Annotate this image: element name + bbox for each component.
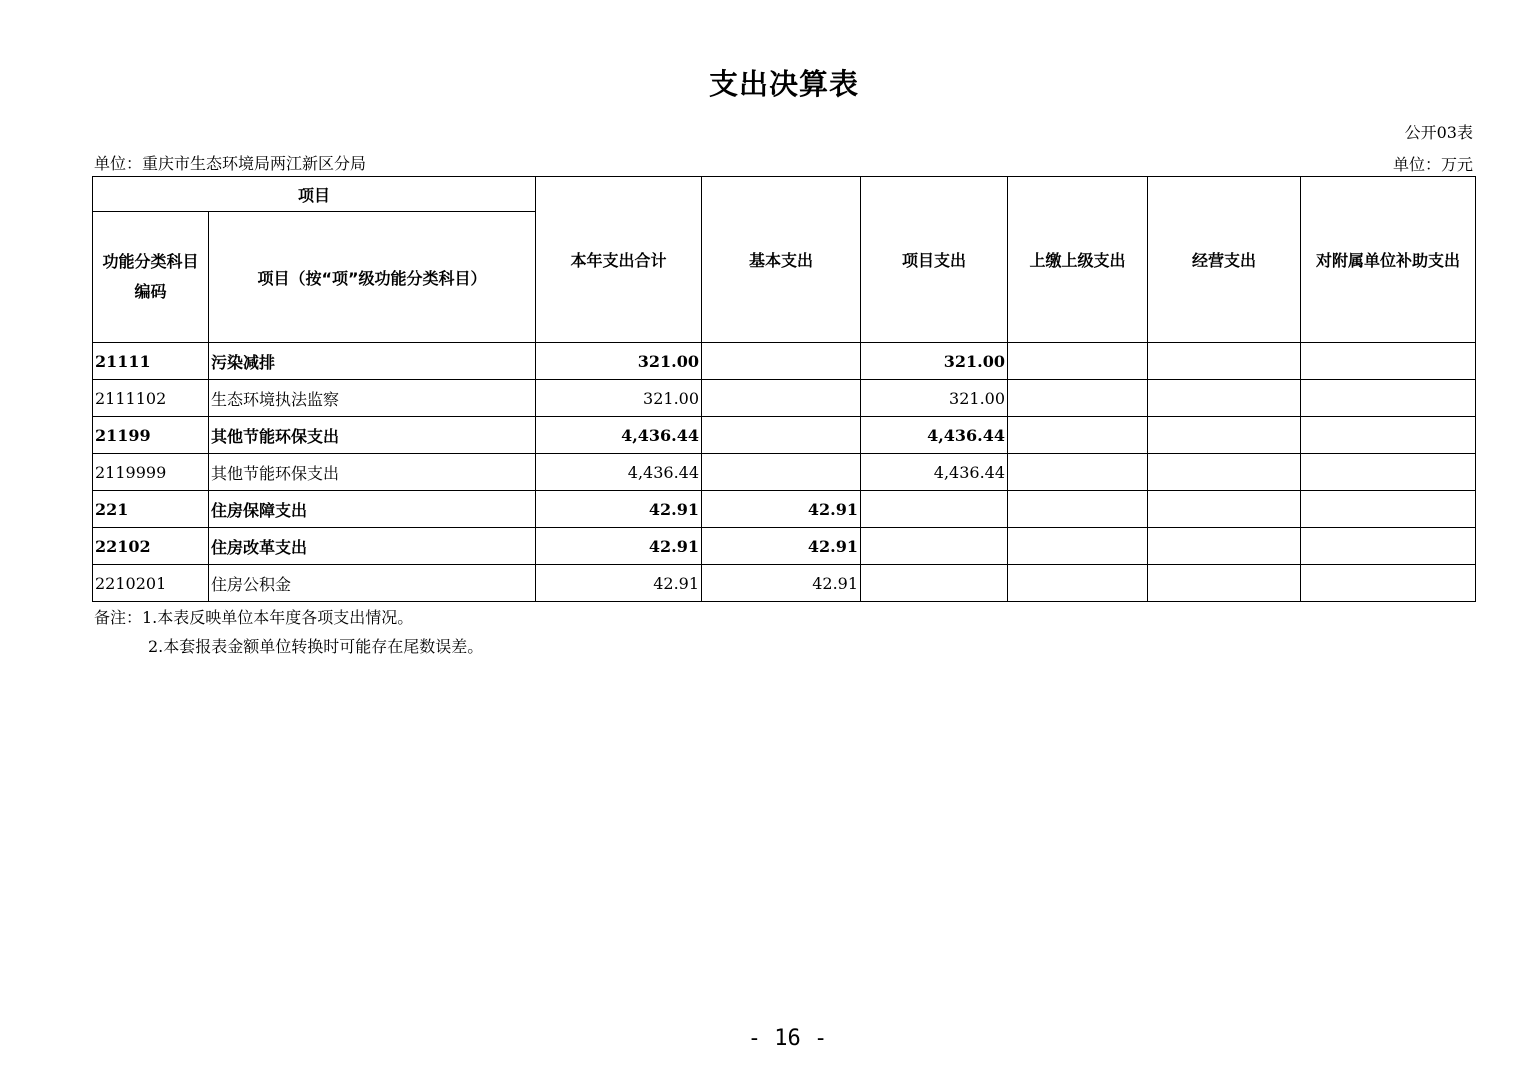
cell-project: 321.00: [861, 380, 1008, 417]
cell-total: 4,436.44: [536, 454, 702, 491]
cell-subsidy: [1301, 417, 1476, 454]
cell-code: 2119999: [93, 454, 209, 491]
table-row: [93, 454, 1476, 491]
note-line-1: 备注：1.本表反映单位本年度各项支出情况。: [94, 608, 414, 627]
table-row: [93, 380, 1476, 417]
cell-name: 住房保障支出: [209, 491, 536, 528]
cell-basic: [702, 380, 861, 417]
cell-total: 42.91: [536, 528, 702, 565]
notes: [94, 603, 483, 661]
cell-project: 4,436.44: [861, 454, 1008, 491]
page-number: - 16 -: [747, 1026, 828, 1051]
cell-subsidy: [1301, 380, 1476, 417]
cell-name: 住房公积金: [209, 565, 536, 602]
table-row: [93, 565, 1476, 602]
cell-basic: 42.91: [702, 491, 861, 528]
cell-project: 321.00: [861, 343, 1008, 380]
table-row: [93, 491, 1476, 528]
cell-upper: [1008, 491, 1148, 528]
cell-business: [1148, 454, 1301, 491]
header-basic: 基本支出: [702, 177, 861, 343]
cell-code: 221: [93, 491, 209, 528]
header-project-group: 项目: [93, 177, 536, 212]
cell-upper: [1008, 454, 1148, 491]
cell-basic: [702, 454, 861, 491]
note-line-2: 2.本套报表金额单位转换时可能存在尾数误差。: [148, 637, 484, 656]
table-row: [93, 528, 1476, 565]
cell-subsidy: [1301, 454, 1476, 491]
cell-basic: [702, 343, 861, 380]
cell-code: 2111102: [93, 380, 209, 417]
cell-upper: [1008, 380, 1148, 417]
cell-upper: [1008, 528, 1148, 565]
cell-subsidy: [1301, 343, 1476, 380]
cell-project: [861, 528, 1008, 565]
header-subsidy: 对附属单位补助支出: [1301, 177, 1476, 343]
cell-business: [1148, 417, 1301, 454]
header-business: 经营支出: [1148, 177, 1301, 343]
cell-project: [861, 491, 1008, 528]
cell-upper: [1008, 565, 1148, 602]
cell-name: 其他节能环保支出: [209, 417, 536, 454]
cell-business: [1148, 343, 1301, 380]
cell-business: [1148, 528, 1301, 565]
cell-name: 污染减排: [209, 343, 536, 380]
header-name: 项目（按“项”级功能分类科目）: [209, 212, 536, 343]
expenditure-table: [92, 176, 1476, 602]
cell-name: 生态环境执法监察: [209, 380, 536, 417]
unit-organization: 单位：重庆市生态环境局两江新区分局: [94, 154, 367, 173]
cell-code: 21199: [93, 417, 209, 454]
cell-upper: [1008, 343, 1148, 380]
header-project: 项目支出: [861, 177, 1008, 343]
unit-currency: 单位：万元: [1392, 155, 1473, 174]
form-code: 公开03表: [1404, 123, 1473, 142]
page-title: 支出决算表: [708, 67, 859, 101]
cell-subsidy: [1301, 528, 1476, 565]
table-row: [93, 343, 1476, 380]
cell-subsidy: [1301, 491, 1476, 528]
cell-code: 21111: [93, 343, 209, 380]
cell-project: 4,436.44: [861, 417, 1008, 454]
cell-upper: [1008, 417, 1148, 454]
cell-business: [1148, 380, 1301, 417]
cell-subsidy: [1301, 565, 1476, 602]
cell-name: 其他节能环保支出: [209, 454, 536, 491]
cell-code: 2210201: [93, 565, 209, 602]
cell-total: 321.00: [536, 380, 702, 417]
cell-business: [1148, 565, 1301, 602]
cell-code: 22102: [93, 528, 209, 565]
cell-total: 42.91: [536, 491, 702, 528]
cell-basic: 42.91: [702, 565, 861, 602]
cell-total: 42.91: [536, 565, 702, 602]
header-upper: 上缴上级支出: [1008, 177, 1148, 343]
header-total: 本年支出合计: [536, 177, 702, 343]
cell-business: [1148, 491, 1301, 528]
cell-total: 4,436.44: [536, 417, 702, 454]
cell-name: 住房改革支出: [209, 528, 536, 565]
cell-basic: [702, 417, 861, 454]
cell-total: 321.00: [536, 343, 702, 380]
header-code: 功能分类科目编码: [93, 212, 209, 343]
cell-basic: 42.91: [702, 528, 861, 565]
table-row: [93, 417, 1476, 454]
cell-project: [861, 565, 1008, 602]
